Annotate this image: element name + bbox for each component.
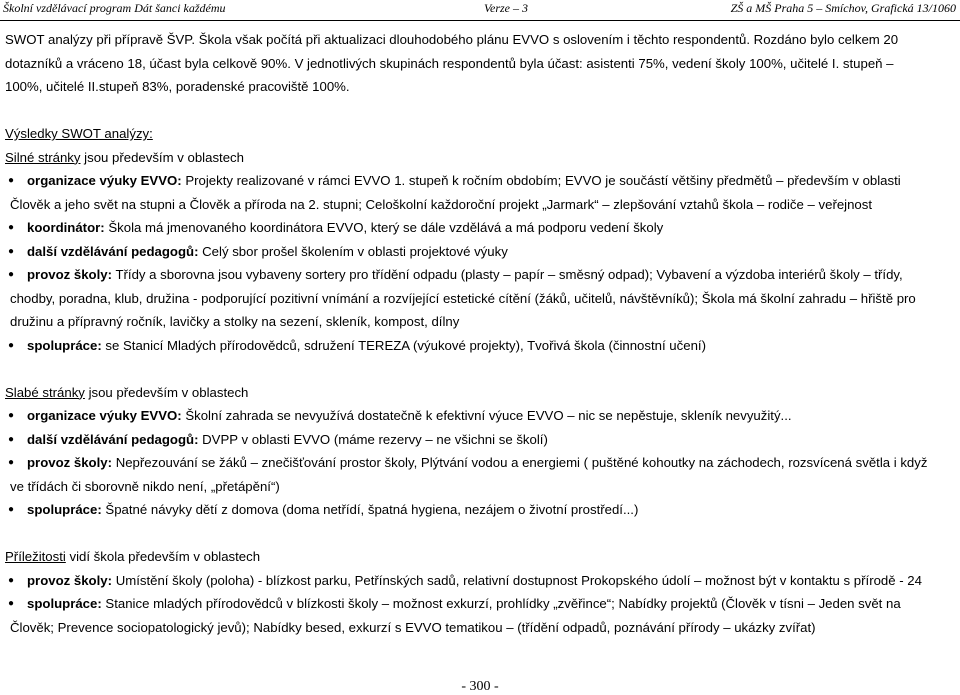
- item-label: spolupráce:: [27, 337, 102, 353]
- item-label: provoz školy:: [27, 455, 113, 470]
- header-school-address: ZŠ a MŠ Praha 5 – Smíchov, Grafická 13/1060: [730, 1, 956, 15]
- bullet-icon: ●: [8, 222, 15, 233]
- intro-paragraph-line: dotazníků a vráceno 18, účast byla celkově 90%. V jednotlivých skupinách respondentů byla účast: asistenti 75%, vedení školy 100%, učitelé I. stupeň –: [5, 55, 894, 71]
- item-text-continuation: družinu a přípravný ročník, lavičky a stolky na sezení, skleník, kompost, dílny: [10, 314, 460, 329]
- item-label: další vzdělávání pedagogů:: [27, 243, 199, 259]
- item-text: Celý sbor prošel školením v oblasti projektové výuky: [202, 243, 508, 259]
- item-text-continuation: ve třídách či sborovně nikdo není, „přetápění“): [10, 478, 280, 494]
- item-label: provoz školy:: [27, 572, 113, 588]
- item-text: Škola má jmenovaného koordinátora EVVO, který se dále vzdělává a má podporu vedení školy: [108, 220, 664, 235]
- item-text: Nepřezouvání se žáků – znečišťování prostor školy, Plýtvání vodou a energiemi ( puštěné kohoutky na záchodech, rozsvícená světla i když: [115, 455, 928, 470]
- item-text: Třídy a sborovna jsou vybaveny sortery pro třídění odpadu (plasty – papír – směsný odpad); Vybavení a výzdoba interiérů školy – třídy,: [115, 267, 903, 282]
- bullet-icon: ●: [8, 433, 15, 445]
- bullet-icon: ●: [8, 245, 15, 257]
- weaknesses-heading: [5, 381, 955, 405]
- bullet-icon: ●: [8, 410, 15, 421]
- list-item: [5, 404, 955, 428]
- item-text: Projekty realizované v rámci EVVO 1. stupeň k ročním obdobím; EVVO je součástí většiny předmětů – především v oblasti: [185, 173, 901, 188]
- results-heading: Výsledky SWOT analýzy:: [5, 126, 153, 141]
- item-text: Školní zahrada se nevyužívá dostatečně k efektivní výuce EVVO – nic se nepěstuje, skleník nevyužitý...: [185, 408, 792, 423]
- bullet-icon: ●: [8, 175, 15, 186]
- opportunities-title: Příležitosti: [5, 549, 66, 564]
- page-header: [0, 0, 960, 21]
- item-label: organizace výuky EVVO:: [27, 173, 182, 188]
- list-item: [5, 428, 955, 452]
- item-text-continuation: chodby, poradna, klub, družina - podporující pozitivní vnímání a rozvíjející estetické cítění (žáků, učitelů, návštěvníků); Škola má školní zahradu – hřiště pro: [10, 290, 916, 306]
- bullet-icon: ●: [8, 269, 15, 280]
- strengths-heading: [5, 146, 955, 170]
- item-text: Stanice mladých přírodovědců v blízkosti školy – možnost exkurzí, prohlídky „zvěřince“; Nabídky projektů (Člověk v tísni – Jeden svět na: [105, 596, 901, 611]
- list-item: [5, 592, 955, 616]
- item-text-continuation: Člověk; Prevence sociopatologický jevů); Nabídky besed, exkurzí s EVVO tematikou – (třídění odpadů, poznávání přírody – ukázky zvířat): [10, 619, 816, 635]
- page-number: - 300 -: [461, 679, 499, 694]
- list-item: [5, 498, 955, 522]
- item-label: spolupráce:: [27, 502, 102, 517]
- intro-paragraph-line: SWOT analýzy při přípravě ŠVP. Škola však počítá při aktualizaci dlouhodobého plánu EVVO s oslovením i těchto respondentů. Rozdáno bylo celkem 20: [5, 32, 899, 47]
- item-label: spolupráce:: [27, 596, 102, 611]
- list-item: [5, 569, 955, 593]
- item-label: další vzdělávání pedagogů:: [27, 431, 199, 447]
- weaknesses-title: Slabé stránky: [5, 384, 85, 400]
- list-item: [5, 451, 955, 475]
- item-text: Špatné návyky dětí z domova (doma netřídí, špatná hygiena, nezájem o životní prostředí...): [105, 502, 639, 517]
- list-item: [5, 263, 955, 287]
- strengths-title: Silné stránky: [5, 149, 81, 165]
- opportunities-title-rest: vidí škola především v oblastech: [65, 549, 261, 564]
- list-item: [5, 169, 955, 193]
- bullet-icon: ●: [8, 504, 15, 515]
- item-label: organizace výuky EVVO:: [27, 408, 182, 423]
- item-label: provoz školy:: [27, 267, 113, 282]
- item-text: Umístění školy (poloha) - blízkost parku, Petřínských sadů, relativní dostupnost Prokopského údolí – možnost být v kontaktu s přírodě - 24: [115, 572, 922, 588]
- item-text-continuation: Člověk a jeho svět na stupni a Člověk a příroda na 2. stupni; Celoškolní každoroční projekt „Jarmark“ – zlepšování vztahů škola – rodiče – veřejnost: [10, 196, 873, 212]
- item-text: se Stanicí Mladých přírodovědců, sdružení TEREZA (výukové projekty), Tvořivá škola (činnostní učení): [105, 337, 706, 353]
- item-text: DVPP v oblasti EVVO (máme rezervy – ne všichni se školí): [202, 431, 548, 447]
- list-item: [5, 240, 955, 264]
- header-program-title: Školní vzdělávací program Dát šanci každému: [3, 1, 226, 15]
- bullet-icon: ●: [8, 457, 15, 468]
- header-version: Verze – 3: [484, 1, 528, 15]
- list-item: [5, 216, 955, 240]
- document-body: [5, 28, 955, 639]
- bullet-icon: ●: [8, 574, 15, 586]
- list-item: [5, 334, 955, 358]
- strengths-title-rest: jsou především v oblastech: [80, 149, 244, 165]
- intro-paragraph-line: 100%, učitelé II.stupeň 83%, poradenské pracoviště 100%.: [5, 79, 350, 94]
- bullet-icon: ●: [8, 598, 15, 609]
- opportunities-heading: [5, 545, 955, 569]
- weaknesses-title-rest: jsou především v oblastech: [84, 384, 249, 400]
- bullet-icon: ●: [8, 339, 15, 351]
- item-label: koordinátor:: [27, 220, 105, 235]
